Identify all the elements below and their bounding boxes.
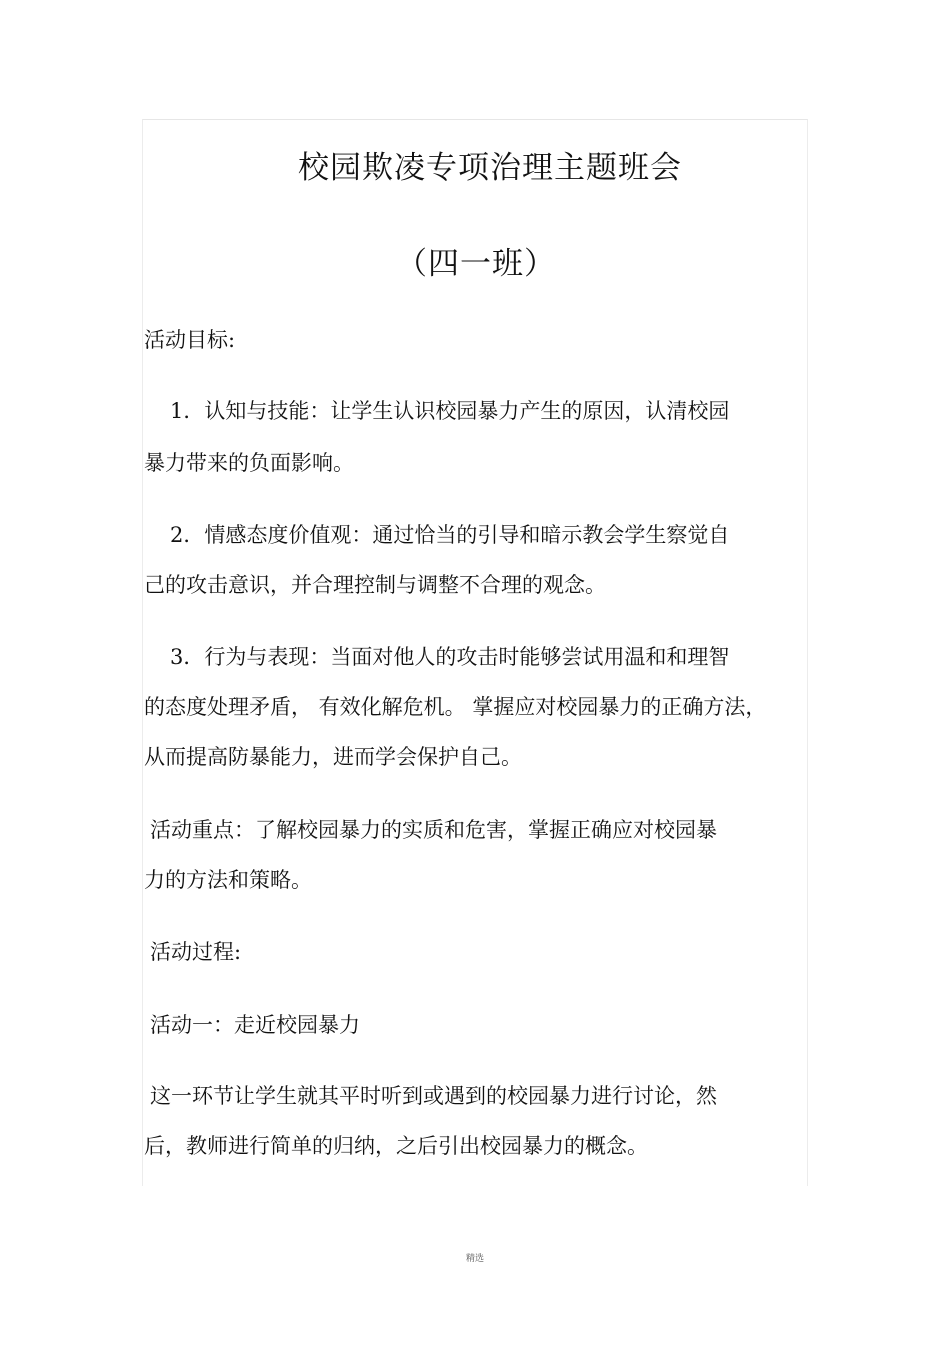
- section-heading-goals: 活动目标:: [144, 328, 236, 352]
- paragraph-line: 暴力带来的负面影响。: [144, 451, 354, 475]
- document-title: 校园欺凌专项治理主题班会: [298, 150, 682, 186]
- page-footer: 精选: [466, 1254, 485, 1264]
- paragraph-line: 从而提高防暴能力，进而学会保护自己。: [144, 745, 522, 769]
- paragraph-line: 这一环节让学生就其平时听到或遇到的校园暴力进行讨论，然: [150, 1084, 717, 1108]
- paragraph-line: 己的攻击意识，并合理控制与调整不合理的观念。: [144, 573, 606, 597]
- paragraph-line: 活动重点：了解校园暴力的实质和危害，掌握正确应对校园暴: [150, 818, 717, 842]
- paragraph-line: 2．情感态度价值观：通过恰当的引导和暗示教会学生察觉自: [170, 523, 730, 547]
- section-heading-process: 活动过程:: [150, 940, 242, 964]
- document-subtitle: （四一班）: [396, 246, 556, 282]
- paragraph-line: 后，教师进行简单的归纳，之后引出校园暴力的概念。: [144, 1134, 648, 1158]
- paragraph-line: 3．行为与表现：当面对他人的攻击时能够尝试用温和和理智: [170, 645, 730, 669]
- paragraph-line: 的态度处理矛盾， 有效化解危机。 掌握应对校园暴力的正确方法，: [144, 695, 767, 719]
- paragraph-line: 力的方法和策略。: [144, 868, 312, 892]
- paragraph-line: 1．认知与技能：让学生认识校园暴力产生的原因，认清校园: [170, 399, 730, 423]
- section-heading-activity-one: 活动一：走近校园暴力: [150, 1013, 360, 1037]
